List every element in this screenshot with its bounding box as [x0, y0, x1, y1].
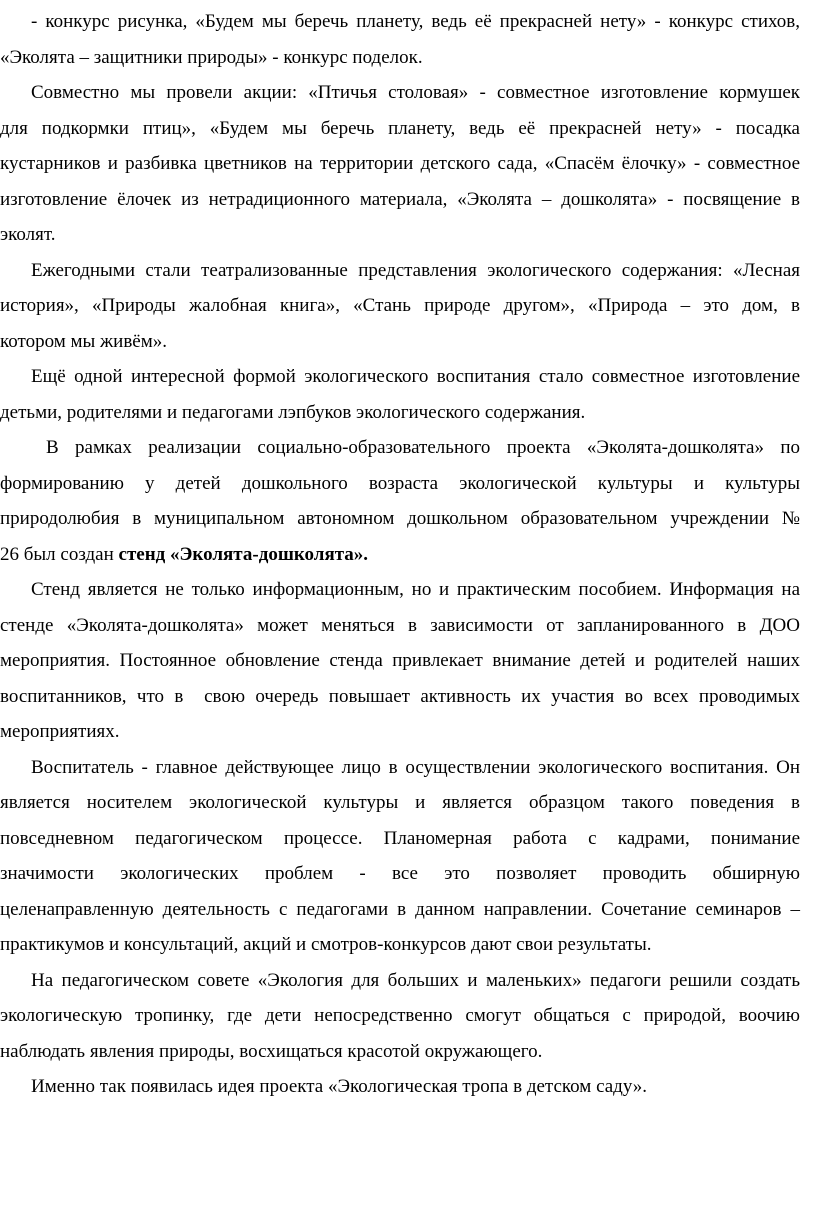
text-line: Именно так появилась идея проекта «Экологическая тропа в детском саду». — [31, 1076, 648, 1097]
text-line: повседневном педагогическом процессе. Планомерная работа с кадрами, понимание — [0, 827, 800, 849]
paragraph-project — [0, 430, 816, 572]
text-line: Совместно мы провели акции: «Птичья столовая» - совместное изготовление кормушек — [31, 82, 800, 103]
text-line: значимости экологических проблем - все это позволяет проводить обширную — [0, 863, 800, 884]
text-line: котором мы живём». — [0, 330, 167, 352]
text-line: воспитанников, что в свою очередь повышает активность их участия во всех проводимых — [0, 685, 800, 707]
text-line: целенаправленную деятельность с педагогами в данном направлении. Сочетание семинаров – — [0, 898, 800, 920]
text-line: В рамках реализации социально-образовательного проекта «Эколята-дошколята» по — [46, 437, 800, 458]
text-line: кустарников и разбивка цветников на территории детского сада, «Спасём ёлочку» - совместное — [0, 153, 800, 174]
paragraph-contests — [0, 4, 816, 75]
text-line: «Эколята – защитники природы» - конкурс поделок. — [0, 46, 423, 68]
text-line: эколят. — [0, 224, 56, 245]
text-line: мероприятия. Постоянное обновление стенда привлекает внимание детей и родителей наших — [0, 650, 800, 671]
text-line: наблюдать явления природы, восхищаться красотой окружающего. — [0, 1040, 543, 1062]
text-line: Ещё одной интересной формой экологического воспитания стало совместное изготовление — [31, 366, 800, 387]
text-line: - конкурс рисунка, «Будем мы беречь планету, ведь её прекрасней нету» - конкурс стихов, — [31, 11, 800, 32]
text-line: Ежегодными стали театрализованные представления экологического содержания: «Лесная — [31, 259, 800, 281]
text-line: природолюбия в муниципальном автономном дошкольном образовательном учреждении № — [0, 508, 800, 529]
text-line: для подкормки птиц», «Будем мы беречь планету, ведь её прекрасней нету» - посадка — [0, 117, 800, 139]
text-line: практикумов и консультаций, акций и смотров-конкурсов дают свои результаты. — [0, 934, 652, 955]
text-line-with-bold — [0, 537, 800, 573]
paragraph-theatre — [0, 253, 816, 360]
stand-title-bold: стенд «Эколята-дошколята». — [118, 543, 369, 565]
text-line: изготовление ёлочек из нетрадиционного материала, «Эколята – дошколята» - посвящение в — [0, 188, 800, 210]
paragraph-idea — [0, 1069, 816, 1105]
text-line: история», «Природы жалобная книга», «Стань природе другом», «Природа – это дом, в — [0, 295, 800, 316]
text-line: На педагогическом совете «Экология для больших и маленьких» педагоги решили создать — [31, 969, 800, 991]
text-line: формированию у детей дошкольного возраста экологической культуры и культуры — [0, 472, 800, 494]
text-line: мероприятиях. — [0, 721, 120, 742]
paragraph-lapbooks — [0, 359, 816, 430]
paragraph-actions — [0, 75, 816, 253]
text-line: экологическую тропинку, где дети непосредственно смогут общаться с природой, воочию — [0, 1005, 800, 1026]
text-line: стенде «Эколята-дошколята» может меняться в зависимости от запланированного в ДОО — [0, 614, 800, 636]
text-line: является носителем экологической культуры и является образцом такого поведения в — [0, 792, 800, 813]
text-line: Воспитатель - главное действующее лицо в осуществлении экологического воспитания. Он — [31, 756, 800, 778]
text-fragment: 26 был создан — [0, 543, 119, 565]
text-line: Стенд является не только информационным, но и практическим пособием. Информация на — [31, 579, 800, 600]
text-line: детьми, родителями и педагогами лэпбуков экологического содержания. — [0, 401, 586, 423]
paragraph-council — [0, 963, 816, 1070]
paragraph-educator — [0, 750, 816, 963]
paragraph-stand — [0, 572, 816, 750]
